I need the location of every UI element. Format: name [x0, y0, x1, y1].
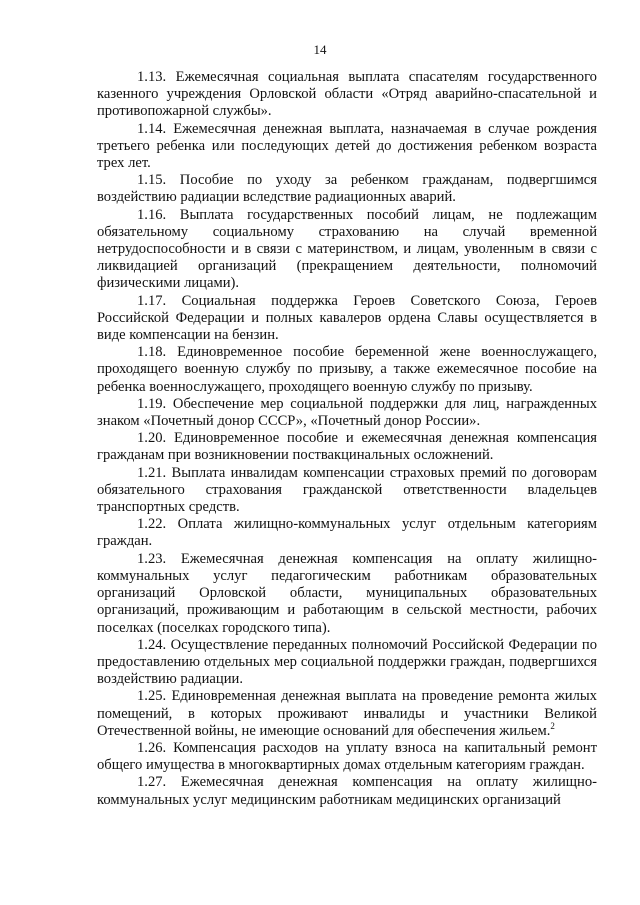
list-item — [97, 172, 597, 206]
list-item — [97, 516, 597, 550]
document-body — [97, 69, 597, 809]
item-number: 1.25. — [137, 688, 167, 705]
item-number: 1.24. — [137, 636, 167, 653]
item-number: 1.27. — [137, 774, 167, 791]
item-text: Пособие по уходу за ребенком гражданам, подвергшимся воздействию радиации вследствие радиационных аварий. — [97, 172, 597, 206]
item-number: 1.23. — [137, 550, 167, 567]
list-item — [97, 121, 597, 173]
item-text: Единовременное пособие беременной жене военнослужащего, проходящего военную службу по призыву, а также ежемесячное пособие на ребенка военнослужащего, проходящего военную службу по призыву. — [97, 344, 597, 395]
item-text: Ежемесячная денежная компенсация на оплату жилищно-коммунальных услуг педагогическим работникам образовательных организаций Орловской области, муниципальных образовательных организаций, проживающим и работающим в сельской местности, рабочих поселках (поселках городского типа). — [97, 550, 597, 636]
list-item — [97, 69, 597, 121]
list-item — [97, 465, 597, 517]
item-text: Ежемесячная социальная выплата спасателям государственного казенного учреждения Орловской области «Отряд аварийно-спасательной и противопожарной службы». — [97, 69, 597, 120]
item-text: Обеспечение мер социальной поддержки для лиц, награжденных знаком «Почетный донор СССР», «Почетный донор России». — [97, 395, 597, 430]
item-number: 1.14. — [137, 120, 167, 137]
list-item — [97, 688, 597, 740]
item-number: 1.26. — [137, 739, 167, 756]
list-item — [97, 551, 597, 637]
list-item — [97, 207, 597, 293]
item-number: 1.18. — [137, 344, 167, 361]
item-number: 1.16. — [137, 206, 167, 223]
item-text: Выплата государственных пособий лицам, не подлежащим обязательному социальному страхованию на случай временной нетрудоспособности и в связи с материнством, и лицам, уволенным в связи с ликвидацией организаций (прекращением деятельности, полномочий физическими лицами). — [97, 206, 597, 292]
item-text: Единовременная денежная выплата на проведение ремонта жилых помещений, в которых проживают инвалиды и участники Великой Отечественной войны, не имеющие оснований для обеспечения жильем. — [97, 688, 597, 739]
list-item — [97, 740, 597, 774]
item-number: 1.21. — [137, 464, 167, 481]
item-text: Оплата жилищно-коммунальных услуг отдельным категориям граждан. — [97, 516, 597, 550]
page-number: 14 — [313, 42, 327, 57]
item-number: 1.15. — [137, 172, 167, 189]
list-item — [97, 774, 597, 808]
item-text: Ежемесячная денежная выплата, назначаемая в случае рождения третьего ребенка или последующих детей до достижения ребенком возраста трех лет. — [97, 120, 597, 172]
item-text: Компенсация расходов на уплату взноса на капитальный ремонт общего имущества в многоквартирных домах отдельным категориям граждан. — [97, 739, 597, 774]
list-item — [97, 637, 597, 689]
item-number: 1.19. — [137, 395, 167, 412]
item-text: Ежемесячная денежная компенсация на оплату жилищно-коммунальных услуг медицинским работникам медицинских организаций — [97, 774, 597, 808]
item-number: 1.20. — [137, 430, 167, 447]
list-item — [97, 293, 597, 345]
list-item — [97, 430, 597, 464]
list-item — [97, 344, 597, 396]
item-text: Единовременное пособие и ежемесячная денежная компенсация гражданам при возникновении поствакцинальных осложнений. — [97, 430, 597, 464]
item-text: Осуществление переданных полномочий Российской Федерации по предоставлению отдельных мер социальной поддержки граждан, подвергшихся воздействию радиации. — [97, 636, 597, 688]
item-number: 1.22. — [137, 516, 167, 533]
item-number: 1.17. — [137, 292, 167, 309]
item-number: 1.13. — [137, 69, 167, 85]
item-text: Выплата инвалидам компенсации страховых премий по договорам обязательного страхования гражданской ответственности владельцев транспортных средств. — [97, 464, 597, 516]
footnote-marker: 2 — [550, 720, 555, 731]
item-text: Социальная поддержка Героев Советского Союза, Героев Российской Федерации и полных кавалеров ордена Славы осуществляется в виде компенсации на бензин. — [97, 292, 597, 344]
list-item — [97, 396, 597, 430]
